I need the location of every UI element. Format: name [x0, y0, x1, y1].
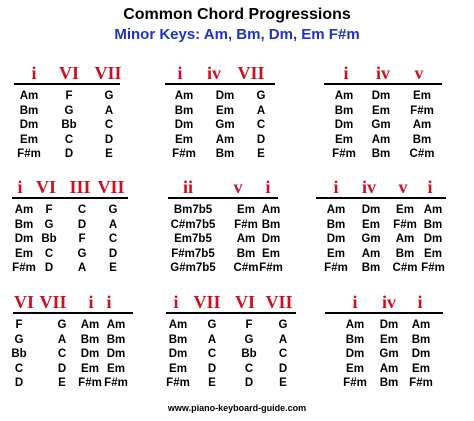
chord-name: Em: [413, 90, 431, 102]
progression-header: [324, 63, 442, 85]
chord-name: F#m: [17, 148, 41, 160]
chord-row: [324, 147, 442, 161]
progression-block: [316, 177, 446, 277]
chord-name: Bm: [379, 377, 399, 389]
chord-name: G: [64, 104, 74, 117]
chord-name: Em: [262, 247, 280, 260]
chord-name: G: [77, 247, 87, 260]
roman-numeral: i: [17, 177, 23, 197]
chord-row: [14, 133, 120, 147]
chord-row: [325, 318, 443, 332]
chord-name: Em: [362, 218, 380, 231]
chord-name: G: [14, 333, 24, 346]
chord-name: Bm: [395, 247, 415, 260]
chord-name: D: [256, 133, 266, 146]
roman-numeral: i: [88, 292, 94, 312]
chord-name: Dm: [371, 90, 391, 102]
chord-name: D: [108, 247, 118, 260]
chord-name: F#m: [324, 262, 348, 274]
chord-name: Bm: [361, 262, 381, 274]
chord-name: Em: [380, 333, 398, 346]
chord-name: E: [58, 377, 66, 389]
chord-row: [12, 203, 128, 217]
chord-name: A: [278, 333, 288, 346]
chord-row: [316, 261, 446, 275]
chord-name: Bm: [106, 333, 126, 346]
chord-row: [13, 318, 133, 332]
chord-name: Bb: [11, 348, 27, 360]
roman-numeral: VI: [13, 292, 35, 312]
chord-name: Am: [106, 319, 126, 331]
chord-name: G: [207, 319, 217, 331]
chord-name: C: [14, 362, 24, 375]
chord-name: A: [256, 104, 266, 117]
chord-name: C: [64, 133, 74, 146]
chord-name: G: [104, 90, 114, 102]
chord-name: Dm: [326, 233, 346, 245]
chord-name: Gm: [371, 119, 391, 131]
roman-numeral: ii: [182, 177, 194, 197]
chord-name: Bm: [236, 247, 256, 260]
chord-row: [165, 118, 275, 132]
chord-name: Em: [175, 133, 193, 146]
chord-name: Bm: [19, 104, 39, 117]
chord-row: [324, 118, 442, 132]
progression-header: [168, 177, 278, 199]
chord-row: [325, 347, 443, 361]
chord-name: G: [44, 218, 54, 231]
chord-name: F#m: [393, 218, 417, 231]
chord-name: F#m: [259, 262, 283, 274]
page-subtitle: Minor Keys: Am, Bm, Dm, Em F#m: [114, 26, 360, 43]
chord-name: F#m: [12, 262, 36, 274]
chord-name: Am: [412, 119, 432, 131]
chord-name: Gm: [215, 119, 235, 131]
chord-name: Am: [361, 247, 381, 260]
chord-name: Am: [423, 204, 443, 216]
chord-name: Em: [81, 362, 99, 375]
chord-name: F: [15, 319, 23, 331]
chord-name: F#m: [343, 377, 367, 389]
chord-name: G#m7b5: [170, 262, 216, 274]
chord-name: Dm: [106, 348, 126, 360]
roman-numeral: i: [427, 177, 433, 197]
chord-row: [324, 104, 442, 118]
chord-name: F#m: [234, 218, 258, 231]
roman-numeral: i: [177, 63, 183, 83]
chord-name: Am: [80, 319, 100, 331]
chord-name: Em: [346, 362, 364, 375]
progression-block: [168, 177, 283, 277]
progression-block: [12, 177, 128, 277]
roman-numeral: VI: [234, 292, 256, 312]
chord-name: E: [257, 148, 265, 160]
roman-numeral: i: [343, 63, 349, 83]
chord-name: Am: [395, 233, 415, 245]
chord-name: G: [256, 90, 266, 102]
chord-name: Bm: [80, 333, 100, 346]
chord-name: C#m: [392, 262, 418, 274]
progression-block: [13, 292, 133, 392]
chord-name: Bm: [345, 333, 365, 346]
chord-name: Em: [20, 133, 38, 146]
chord-row: [165, 147, 275, 161]
chord-name: Dm: [215, 90, 235, 102]
progression-block: [325, 292, 443, 392]
chord-name: Bm: [326, 218, 346, 231]
chord-name: E: [105, 148, 113, 160]
roman-numeral: VI: [58, 63, 80, 83]
chord-name: F: [245, 319, 253, 331]
chord-name: C: [244, 362, 254, 375]
chord-name: Am: [261, 204, 281, 216]
chord-name: Em: [15, 247, 33, 260]
chord-name: D: [104, 133, 114, 146]
chord-name: Bm: [14, 218, 34, 231]
chord-name: Bm: [423, 218, 443, 231]
roman-numeral: i: [417, 292, 423, 312]
progression-header: [12, 177, 128, 199]
chord-name: C: [104, 119, 114, 131]
chord-name: Bm: [334, 104, 354, 117]
chord-row: [14, 89, 120, 103]
chord-row: [325, 376, 443, 390]
progression-header: [316, 177, 446, 199]
chord-name: D: [207, 362, 217, 375]
chord-name: A: [207, 333, 217, 346]
roman-numeral: i: [352, 292, 358, 312]
chord-name: Am: [14, 204, 34, 216]
chord-name: Dm: [174, 119, 194, 131]
chord-name: Dm: [379, 319, 399, 331]
chord-name: F: [65, 90, 73, 102]
chord-name: Bm: [371, 148, 391, 160]
roman-numeral: iv: [361, 177, 377, 197]
chord-name: G: [57, 319, 67, 331]
chord-name: C#m: [233, 262, 259, 274]
chord-name: Am: [168, 319, 188, 331]
chord-name: F#m: [78, 377, 102, 389]
roman-numeral: v: [414, 63, 424, 83]
chord-name: Bb: [41, 233, 57, 245]
chord-name: Dm: [361, 204, 381, 216]
chord-row: [166, 333, 296, 347]
chord-name: Dm: [261, 233, 281, 245]
chord-name: Bm7b5: [173, 204, 213, 216]
chord-row: [13, 347, 133, 361]
chord-name: G: [278, 319, 288, 331]
chord-name: D: [44, 262, 54, 274]
chord-name: Bm: [412, 133, 432, 146]
chord-name: F: [45, 204, 53, 216]
chord-name: D: [77, 218, 87, 231]
chord-name: F#m: [104, 377, 128, 389]
roman-numeral: i: [31, 63, 37, 83]
chord-row: [168, 203, 281, 217]
roman-numeral: i: [106, 292, 112, 312]
chord-name: Am: [236, 233, 256, 245]
chord-name: Dm: [19, 119, 39, 131]
chord-row: [13, 333, 133, 347]
progression-block: [324, 63, 442, 163]
chord-name: F#m: [332, 148, 356, 160]
chord-name: Em: [237, 204, 255, 216]
chord-row: [168, 261, 283, 275]
chord-row: [166, 318, 296, 332]
chord-name: E: [279, 377, 287, 389]
chord-name: Bb: [61, 119, 77, 131]
chord-name: Bm: [168, 333, 188, 346]
chord-row: [12, 232, 128, 246]
chord-name: Em: [396, 204, 414, 216]
chord-name: Am: [371, 133, 391, 146]
chord-row: [12, 218, 128, 232]
chord-name: C#m7b5: [170, 218, 216, 231]
roman-numeral: VII: [193, 292, 221, 312]
chord-name: Dm: [168, 348, 188, 360]
chord-name: Em: [216, 104, 234, 117]
chord-name: E: [109, 262, 117, 274]
chord-name: Dm: [14, 233, 34, 245]
progression-header: [166, 292, 296, 314]
chord-name: F#m: [166, 377, 190, 389]
chord-row: [316, 232, 446, 246]
chord-name: Bb: [241, 348, 257, 360]
chord-name: A: [77, 262, 87, 274]
chord-name: G: [108, 204, 118, 216]
chord-row: [13, 362, 133, 376]
chord-name: Em: [327, 247, 345, 260]
chord-row: [12, 261, 128, 275]
chord-name: D: [64, 148, 74, 160]
chord-row: [14, 118, 120, 132]
chord-row: [325, 362, 443, 376]
page-title: Common Chord Progressions: [123, 6, 351, 23]
chord-row: [166, 362, 296, 376]
chord-name: Am: [326, 204, 346, 216]
chord-name: Bm: [215, 148, 235, 160]
roman-numeral: VII: [39, 292, 67, 312]
chord-name: F#m: [410, 104, 434, 117]
chord-name: Em: [412, 362, 430, 375]
chord-name: D: [14, 377, 24, 389]
chord-name: C: [57, 348, 67, 360]
chord-row: [325, 333, 443, 347]
chord-name: Dm: [80, 348, 100, 360]
progression-header: [165, 63, 275, 85]
roman-numeral: III: [69, 177, 91, 197]
roman-numeral: iv: [381, 292, 397, 312]
chord-name: Bm: [174, 104, 194, 117]
chord-name: Gm: [361, 233, 381, 245]
chord-row: [168, 247, 278, 261]
chord-name: D: [57, 362, 67, 375]
chord-row: [166, 376, 296, 390]
chord-name: F: [78, 233, 86, 245]
chord-name: F#m: [409, 377, 433, 389]
chord-name: Am: [379, 362, 399, 375]
chord-name: Dm: [423, 233, 443, 245]
chord-name: Em: [335, 133, 353, 146]
chord-name: E: [208, 377, 216, 389]
chord-name: G: [244, 333, 254, 346]
progression-header: [325, 292, 443, 314]
chord-row: [316, 203, 446, 217]
progression-block: [166, 292, 296, 392]
chord-name: Gm: [379, 348, 399, 360]
chord-row: [14, 147, 120, 161]
roman-numeral: VII: [94, 63, 122, 83]
chord-row: [324, 133, 442, 147]
chord-name: F#m: [172, 148, 196, 160]
chord-row: [166, 347, 296, 361]
chord-name: Em: [169, 362, 187, 375]
chord-name: C: [108, 233, 118, 245]
chord-name: Em: [424, 247, 442, 260]
roman-numeral: i: [333, 177, 339, 197]
chord-name: A: [57, 333, 67, 346]
progression-header: [13, 292, 133, 314]
roman-numeral: v: [233, 177, 243, 197]
chord-name: Am: [215, 133, 235, 146]
progression-block: [14, 63, 120, 163]
roman-numeral: VI: [35, 177, 57, 197]
progression-block: [165, 63, 275, 163]
roman-numeral: VII: [265, 292, 293, 312]
chord-name: C: [207, 348, 217, 360]
chord-name: C: [77, 204, 87, 216]
chord-name: F#m7b5: [171, 247, 215, 260]
chord-name: Dm: [345, 348, 365, 360]
chord-name: Em: [107, 362, 125, 375]
roman-numeral: VII: [237, 63, 265, 83]
chord-name: Dm: [411, 348, 431, 360]
chord-row: [165, 104, 275, 118]
chord-name: Em7b5: [174, 233, 212, 245]
chord-row: [168, 232, 281, 246]
roman-numeral: i: [265, 177, 271, 197]
chord-row: [165, 89, 275, 103]
footer-url: www.piano-keyboard-guide.com: [167, 403, 307, 413]
roman-numeral: i: [173, 292, 179, 312]
chord-name: C: [44, 247, 54, 260]
chord-name: C: [278, 348, 288, 360]
chord-row: [12, 247, 128, 261]
chord-name: F#m: [421, 262, 445, 274]
chord-name: Dm: [334, 119, 354, 131]
roman-numeral: iv: [206, 63, 222, 83]
chord-name: Am: [334, 90, 354, 102]
chord-row: [168, 218, 281, 232]
chord-row: [14, 104, 120, 118]
chord-name: C: [256, 119, 266, 131]
chord-name: D: [278, 362, 288, 375]
roman-numeral: iv: [375, 63, 391, 83]
chord-name: Am: [345, 319, 365, 331]
chord-name: A: [104, 104, 114, 117]
chord-name: Am: [411, 319, 431, 331]
chord-row: [324, 89, 442, 103]
chord-name: Bm: [411, 333, 431, 346]
chord-row: [165, 133, 275, 147]
chord-name: Bm: [261, 218, 281, 231]
chord-name: Am: [19, 90, 39, 102]
chord-name: D: [244, 377, 254, 389]
chord-row: [316, 247, 446, 261]
progression-header: [14, 63, 120, 85]
chord-name: A: [108, 218, 118, 231]
roman-numeral: v: [398, 177, 408, 197]
chord-name: C#m: [409, 148, 435, 160]
chord-name: Am: [174, 90, 194, 102]
chord-name: Em: [372, 104, 390, 117]
roman-numeral: VII: [97, 177, 125, 197]
chord-row: [13, 376, 133, 390]
chord-row: [316, 218, 446, 232]
